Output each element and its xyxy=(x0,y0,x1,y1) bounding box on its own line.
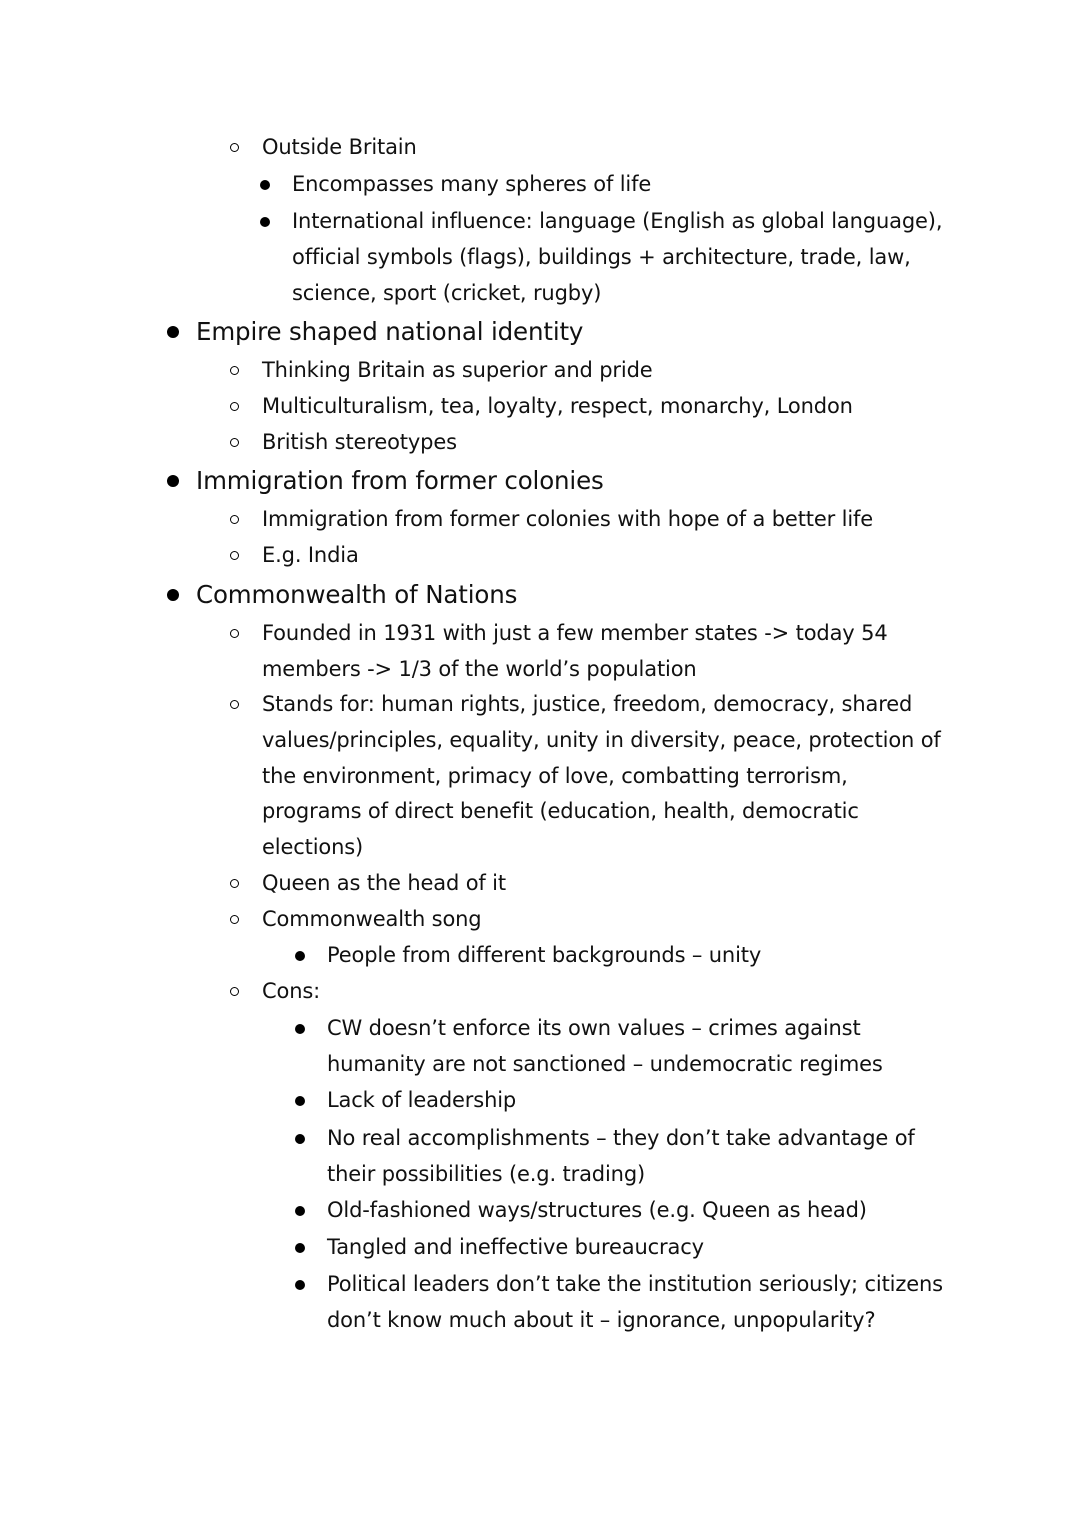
con-item-accomplishments-line-1: No real accomplishments – they don’t take advantage of xyxy=(327,1126,915,1150)
sub-item-stereotypes: British stereotypes xyxy=(262,430,457,454)
detail-item-spheres: Encompasses many spheres of life xyxy=(292,172,652,196)
sub-item-stands-for-line-3: the environment, primacy of love, combatting terrorism, xyxy=(262,764,848,788)
heading-empire-identity: Empire shaped national identity xyxy=(196,317,584,346)
circle-bullet-icon xyxy=(230,366,239,375)
sub-item-outside-britain: Outside Britain xyxy=(262,135,417,159)
bullet-icon xyxy=(260,180,270,190)
circle-bullet-icon xyxy=(230,629,239,638)
circle-bullet-icon xyxy=(230,987,239,996)
bullet-icon xyxy=(295,1280,305,1290)
circle-bullet-icon xyxy=(230,551,239,560)
sub-item-commonwealth-song: Commonwealth song xyxy=(262,907,482,931)
sub-item-stands-for-line-4: programs of direct benefit (education, health, democratic xyxy=(262,799,859,823)
sub-item-multiculturalism: Multiculturalism, tea, loyalty, respect, monarchy, London xyxy=(262,394,853,418)
bullet-icon xyxy=(167,475,179,487)
sub-item-founded-line-2: members -> 1/3 of the world’s population xyxy=(262,657,697,681)
circle-bullet-icon xyxy=(230,143,239,152)
bullet-icon xyxy=(260,217,270,227)
bullet-icon xyxy=(295,1134,305,1144)
bullet-icon xyxy=(167,326,179,338)
con-item-leadership: Lack of leadership xyxy=(327,1088,517,1112)
con-item-political-leaders-line-1: Political leaders don’t take the institution seriously; citizens xyxy=(327,1272,943,1296)
con-item-enforce-line-1: CW doesn’t enforce its own values – crimes against xyxy=(327,1016,861,1040)
sub-item-queen-head: Queen as the head of it xyxy=(262,871,506,895)
detail-item-influence-line-3: science, sport (cricket, rugby) xyxy=(292,281,602,305)
sub-item-cons: Cons: xyxy=(262,979,321,1003)
sub-item-immigration-hope: Immigration from former colonies with hope of a better life xyxy=(262,507,874,531)
circle-bullet-icon xyxy=(230,402,239,411)
sub-item-example-india: E.g. India xyxy=(262,543,359,567)
con-item-old-fashioned: Old-fashioned ways/structures (e.g. Queen as head) xyxy=(327,1198,867,1222)
heading-immigration: Immigration from former colonies xyxy=(196,466,604,495)
sub-item-stands-for-line-5: elections) xyxy=(262,835,364,859)
con-item-bureaucracy: Tangled and ineffective bureaucracy xyxy=(327,1235,704,1259)
bullet-icon xyxy=(295,1206,305,1216)
circle-bullet-icon xyxy=(230,915,239,924)
bullet-icon xyxy=(167,589,179,601)
heading-commonwealth: Commonwealth of Nations xyxy=(196,580,518,609)
circle-bullet-icon xyxy=(230,879,239,888)
circle-bullet-icon xyxy=(230,438,239,447)
sub-item-stands-for-line-2: values/principles, equality, unity in diversity, peace, protection of xyxy=(262,728,941,752)
sub-item-superior: Thinking Britain as superior and pride xyxy=(262,358,653,382)
bullet-icon xyxy=(295,1243,305,1253)
detail-item-unity: People from different backgrounds – unity xyxy=(327,943,762,967)
bullet-icon xyxy=(295,1096,305,1106)
con-item-enforce-line-2: humanity are not sanctioned – undemocratic regimes xyxy=(327,1052,883,1076)
circle-bullet-icon xyxy=(230,515,239,524)
detail-item-influence-line-2: official symbols (flags), buildings + architecture, trade, law, xyxy=(292,245,911,269)
bullet-icon xyxy=(295,1024,305,1034)
sub-item-founded-line-1: Founded in 1931 with just a few member states -> today 54 xyxy=(262,621,888,645)
circle-bullet-icon xyxy=(230,700,239,709)
con-item-political-leaders-line-2: don’t know much about it – ignorance, unpopularity? xyxy=(327,1308,876,1332)
con-item-accomplishments-line-2: their possibilities (e.g. trading) xyxy=(327,1162,646,1186)
sub-item-stands-for-line-1: Stands for: human rights, justice, freedom, democracy, shared xyxy=(262,692,913,716)
bullet-icon xyxy=(295,951,305,961)
detail-item-influence-line-1: International influence: language (English as global language), xyxy=(292,209,943,233)
